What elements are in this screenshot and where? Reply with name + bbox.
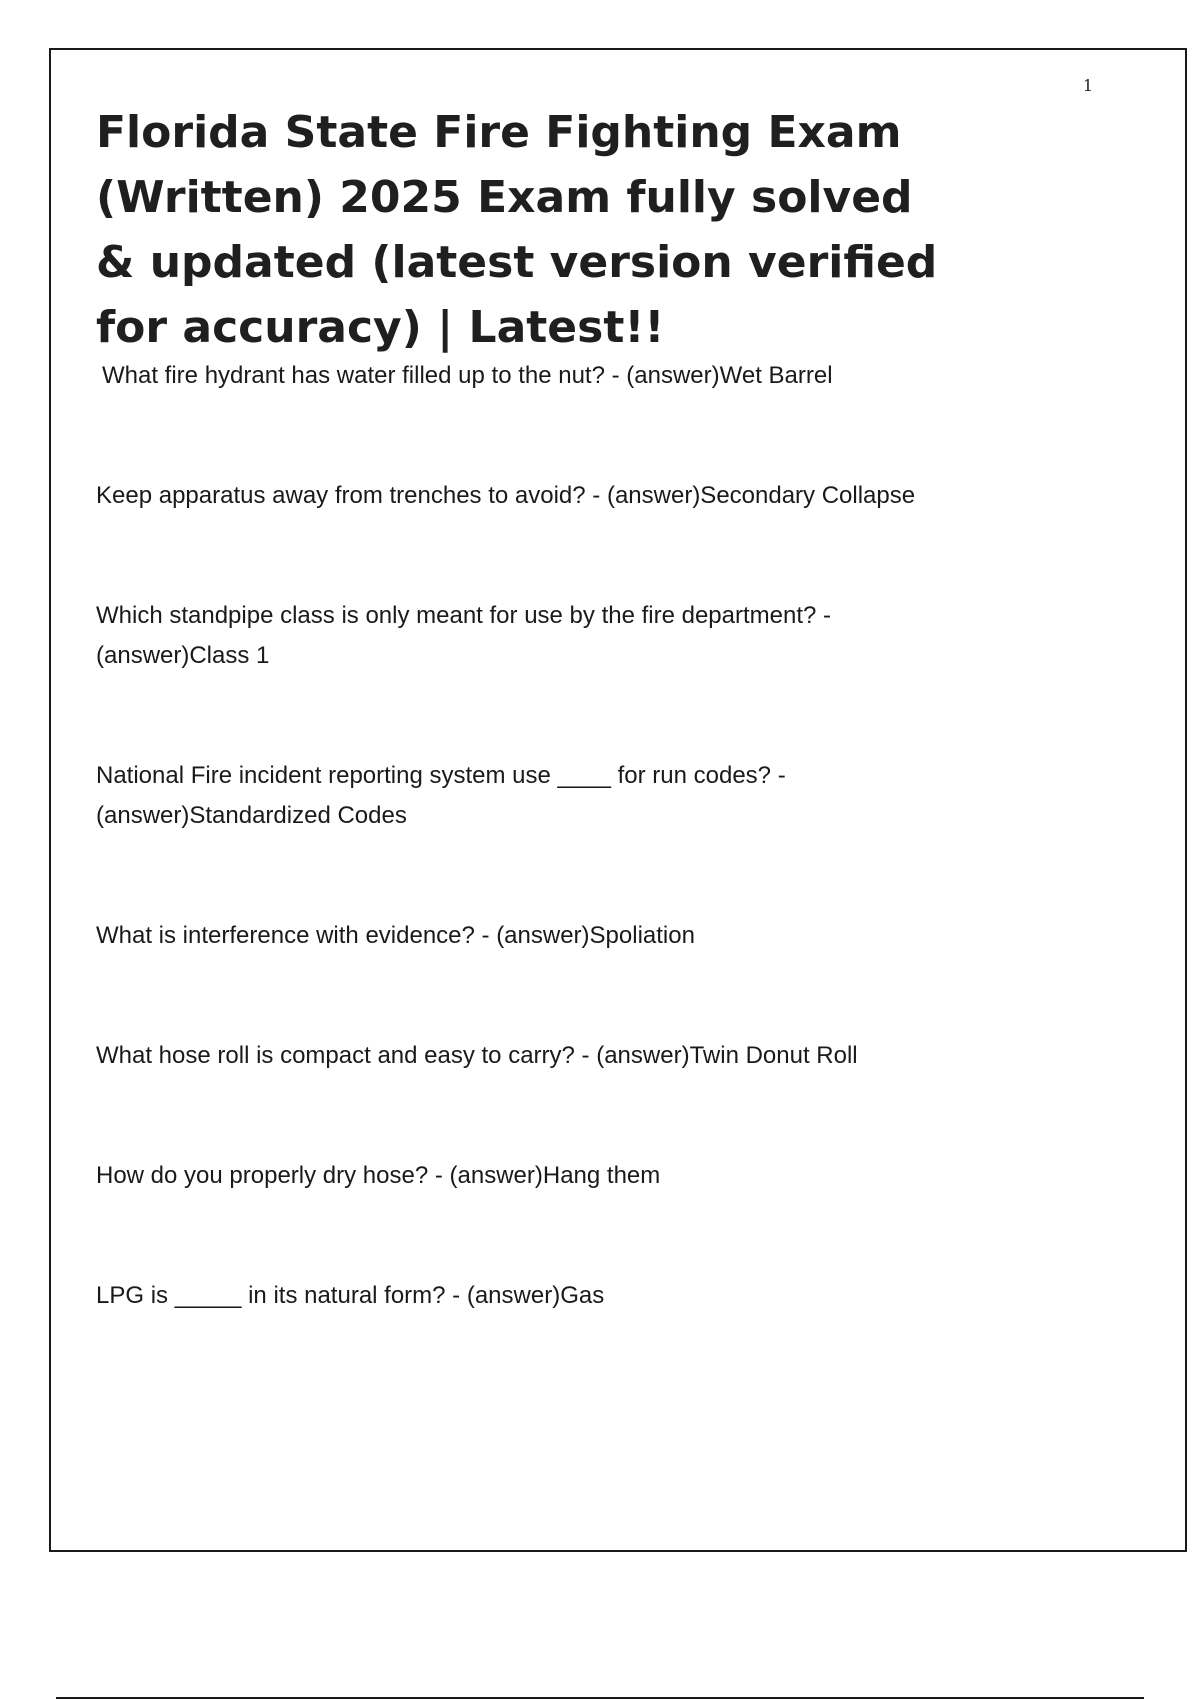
qa-item (96, 476, 996, 516)
page-number: 1 (1082, 76, 1093, 95)
question-text: How do you properly dry hose? - (96, 1162, 443, 1189)
qa-item (96, 916, 996, 956)
answer-text: (answer)Standardized Codes (96, 802, 407, 829)
qa-item (96, 1036, 996, 1076)
qa-list (96, 356, 996, 1316)
question-text: What is interference with evidence? - (96, 922, 490, 949)
answer-text: (answer)Gas (466, 1282, 605, 1309)
question-text: What hose roll is compact and easy to carry? - (96, 1042, 590, 1069)
answer-text: (answer)Twin Donut Roll (596, 1042, 858, 1069)
footer-divider (56, 1697, 1144, 1699)
answer-text: (answer)Class 1 (96, 642, 270, 669)
question-text: National Fire incident reporting system use ____ for run codes? - (96, 762, 786, 789)
qa-item (96, 756, 856, 836)
question-text: What fire hydrant has water filled up to the nut? - (102, 362, 620, 389)
qa-item (102, 356, 996, 396)
answer-text: (answer)Hang them (449, 1162, 661, 1189)
answer-text: (answer)Wet Barrel (626, 362, 833, 389)
question-text: Keep apparatus away from trenches to avoid? - (96, 482, 601, 509)
document-title: Florida State Fire Fighting Exam (Written) 2025 Exam fully solved & updated (latest version verified for accuracy) | Latest!! (96, 107, 938, 353)
answer-text: (answer)Secondary Collapse (606, 482, 916, 509)
answer-text: (answer)Spoliation (496, 922, 695, 949)
qa-item (96, 596, 896, 676)
qa-item (96, 1156, 996, 1196)
question-text: LPG is _____ in its natural form? - (96, 1282, 461, 1309)
qa-item (96, 1276, 996, 1316)
question-text: Which standpipe class is only meant for use by the fire department? - (96, 602, 832, 629)
